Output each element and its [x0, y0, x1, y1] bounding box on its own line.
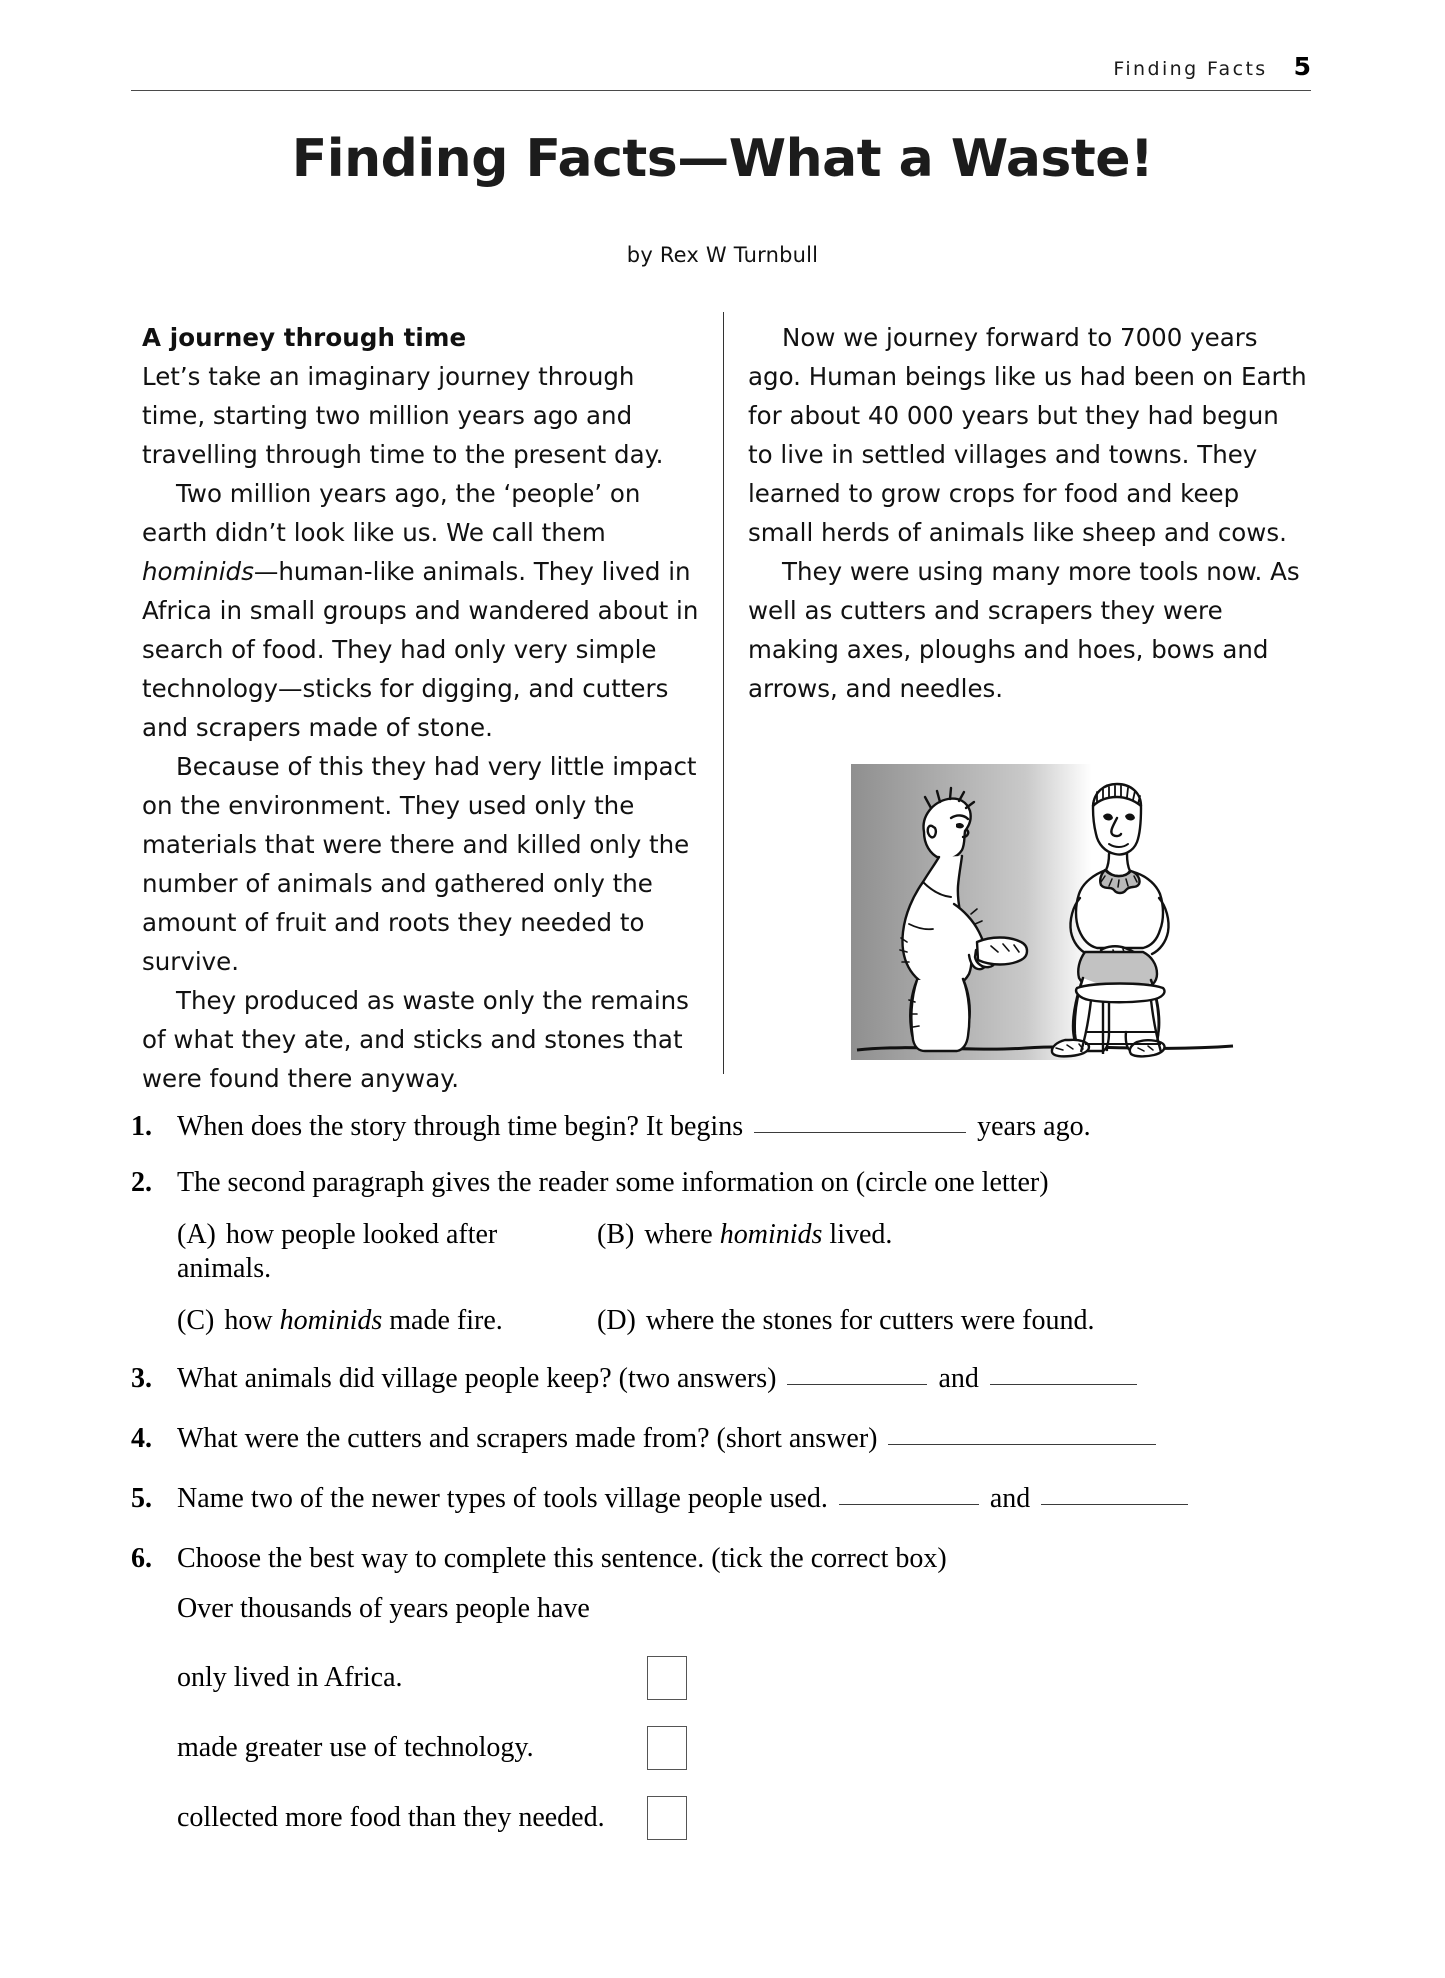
question-5-answer-blank-2[interactable] — [1041, 1504, 1188, 1505]
tick-checkbox-2[interactable] — [647, 1726, 687, 1770]
option-c-text-post: made fire. — [382, 1305, 503, 1336]
left-paragraph-3: Because of this they had very little impact on the environment. They used only the materials that were there and killed only the number of animals and gathered only the amount of fruit and roots they needed to survive. — [142, 752, 697, 976]
question-2-options-row-2 — [177, 1304, 1316, 1338]
tick-checkbox-1[interactable] — [647, 1656, 687, 1700]
question-1-suffix: years ago. — [977, 1111, 1091, 1142]
tick-option-1 — [177, 1656, 1316, 1700]
question-6-number: 6. — [131, 1543, 152, 1574]
question-1-number: 1. — [131, 1111, 152, 1142]
hominids-term: hominids — [142, 557, 254, 586]
option-a-label: (A) — [177, 1219, 216, 1250]
question-1-answer-blank[interactable] — [754, 1132, 966, 1133]
left-paragraph-2-post: —human-like animals. They lived in Africa in small groups and wandered about in search of food. They had only very simple technology—sticks for digging, and cutters and scrapers made of stone. — [142, 557, 699, 742]
question-2-option-d[interactable] — [597, 1304, 1316, 1338]
question-3-answer-blank-1[interactable] — [787, 1384, 927, 1385]
question-1-text — [177, 1110, 1316, 1144]
option-a-text: how people looked after animals. — [177, 1219, 498, 1284]
question-1-prompt: When does the story through time begin? It begins — [177, 1111, 744, 1142]
column-divider-rule — [723, 312, 724, 1074]
tick-option-3-label: collected more food than they needed. — [177, 1802, 605, 1833]
question-5 — [131, 1482, 1316, 1516]
hominid-and-modern-man-cartoon-svg — [851, 764, 1239, 1060]
question-5-number: 5. — [131, 1483, 152, 1514]
article-byline: by Rex W Turnbull — [626, 243, 819, 267]
question-3-answer-blank-2[interactable] — [990, 1384, 1137, 1385]
tick-option-2-label: made greater use of technology. — [177, 1732, 534, 1763]
question-2-text: The second paragraph gives the reader some information on (circle one letter) — [177, 1167, 1049, 1198]
question-5-joiner: and — [989, 1483, 1031, 1514]
question-2-options-row-1 — [177, 1218, 1316, 1286]
option-c-label: (C) — [177, 1305, 215, 1336]
running-header — [131, 52, 1311, 81]
article-left-column — [142, 318, 704, 1098]
question-6-stem: Over thousands of years people have — [177, 1593, 590, 1624]
option-d-label: (D) — [597, 1305, 636, 1336]
header-divider-rule — [131, 90, 1311, 91]
question-3-joiner: and — [938, 1363, 979, 1394]
question-5-answer-blank-1[interactable] — [839, 1504, 979, 1505]
question-4-answer-blank[interactable] — [888, 1444, 1156, 1445]
question-5-text — [177, 1482, 1316, 1516]
left-paragraph-4: They produced as waste only the remains of what they ate, and sticks and stones that were found there anyway. — [142, 986, 689, 1093]
question-4-number: 4. — [131, 1423, 152, 1454]
option-c-text-pre: how — [224, 1305, 280, 1336]
question-6-tick-block — [177, 1592, 1316, 1840]
tick-option-1-label: only lived in Africa. — [177, 1662, 403, 1693]
question-2-option-c[interactable] — [177, 1304, 597, 1338]
question-5-prompt: Name two of the newer types of tools village people used. — [177, 1483, 828, 1514]
left-paragraph-1: Let’s take an imaginary journey through time, starting two million years ago and travelling through time to the present day. — [142, 362, 664, 469]
question-2-option-b[interactable] — [597, 1218, 1316, 1286]
option-b-text-post: lived. — [822, 1219, 893, 1250]
question-4-text — [177, 1422, 1316, 1456]
left-paragraph-2 — [142, 474, 704, 747]
right-paragraph-1: Now we journey forward to 7000 years ago. Human beings like us had been on Earth for about 40 000 years but they had begun to live in settled villages and towns. They learned to grow crops for food and keep small herds of animals like sheep and cows. — [748, 323, 1307, 547]
tick-option-2 — [177, 1726, 1316, 1770]
left-column-subhead: A journey through time — [142, 323, 467, 352]
question-2-number: 2. — [131, 1167, 152, 1198]
question-1 — [131, 1110, 1316, 1144]
option-b-text-pre: where — [644, 1219, 720, 1250]
question-3 — [131, 1362, 1316, 1396]
left-paragraph-2-pre: Two million years ago, the ‘people’ on earth didn’t look like us. We call them — [142, 479, 641, 547]
question-6 — [131, 1542, 1316, 1576]
tick-option-3 — [177, 1796, 1316, 1840]
running-header-title: Finding Facts — [1113, 58, 1268, 80]
question-2 — [131, 1166, 1316, 1200]
option-b-label: (B) — [597, 1219, 635, 1250]
option-c-em: hominids — [279, 1305, 383, 1336]
question-6-text: Choose the best way to complete this sentence. (tick the correct box) — [177, 1543, 947, 1574]
question-4 — [131, 1422, 1316, 1456]
question-2-option-a[interactable] — [177, 1218, 597, 1286]
option-d-text: where the stones for cutters were found. — [645, 1305, 1095, 1336]
tick-checkbox-3[interactable] — [647, 1796, 687, 1840]
option-b-em: hominids — [719, 1219, 823, 1250]
question-3-text — [177, 1362, 1316, 1396]
right-paragraph-2: They were using many more tools now. As well as cutters and scrapers they were making axes, ploughs and hoes, bows and arrows, and needles. — [748, 557, 1300, 703]
question-4-prompt: What were the cutters and scrapers made from? (short answer) — [177, 1423, 878, 1454]
article-illustration — [851, 764, 1239, 1060]
question-3-prompt: What animals did village people keep? (two answers) — [177, 1363, 777, 1394]
page-number: 5 — [1293, 52, 1311, 81]
article-right-column — [748, 318, 1310, 708]
question-3-number: 3. — [131, 1363, 152, 1394]
article-title: Finding Facts—What a Waste! — [291, 129, 1154, 189]
question-list — [131, 1110, 1316, 1866]
